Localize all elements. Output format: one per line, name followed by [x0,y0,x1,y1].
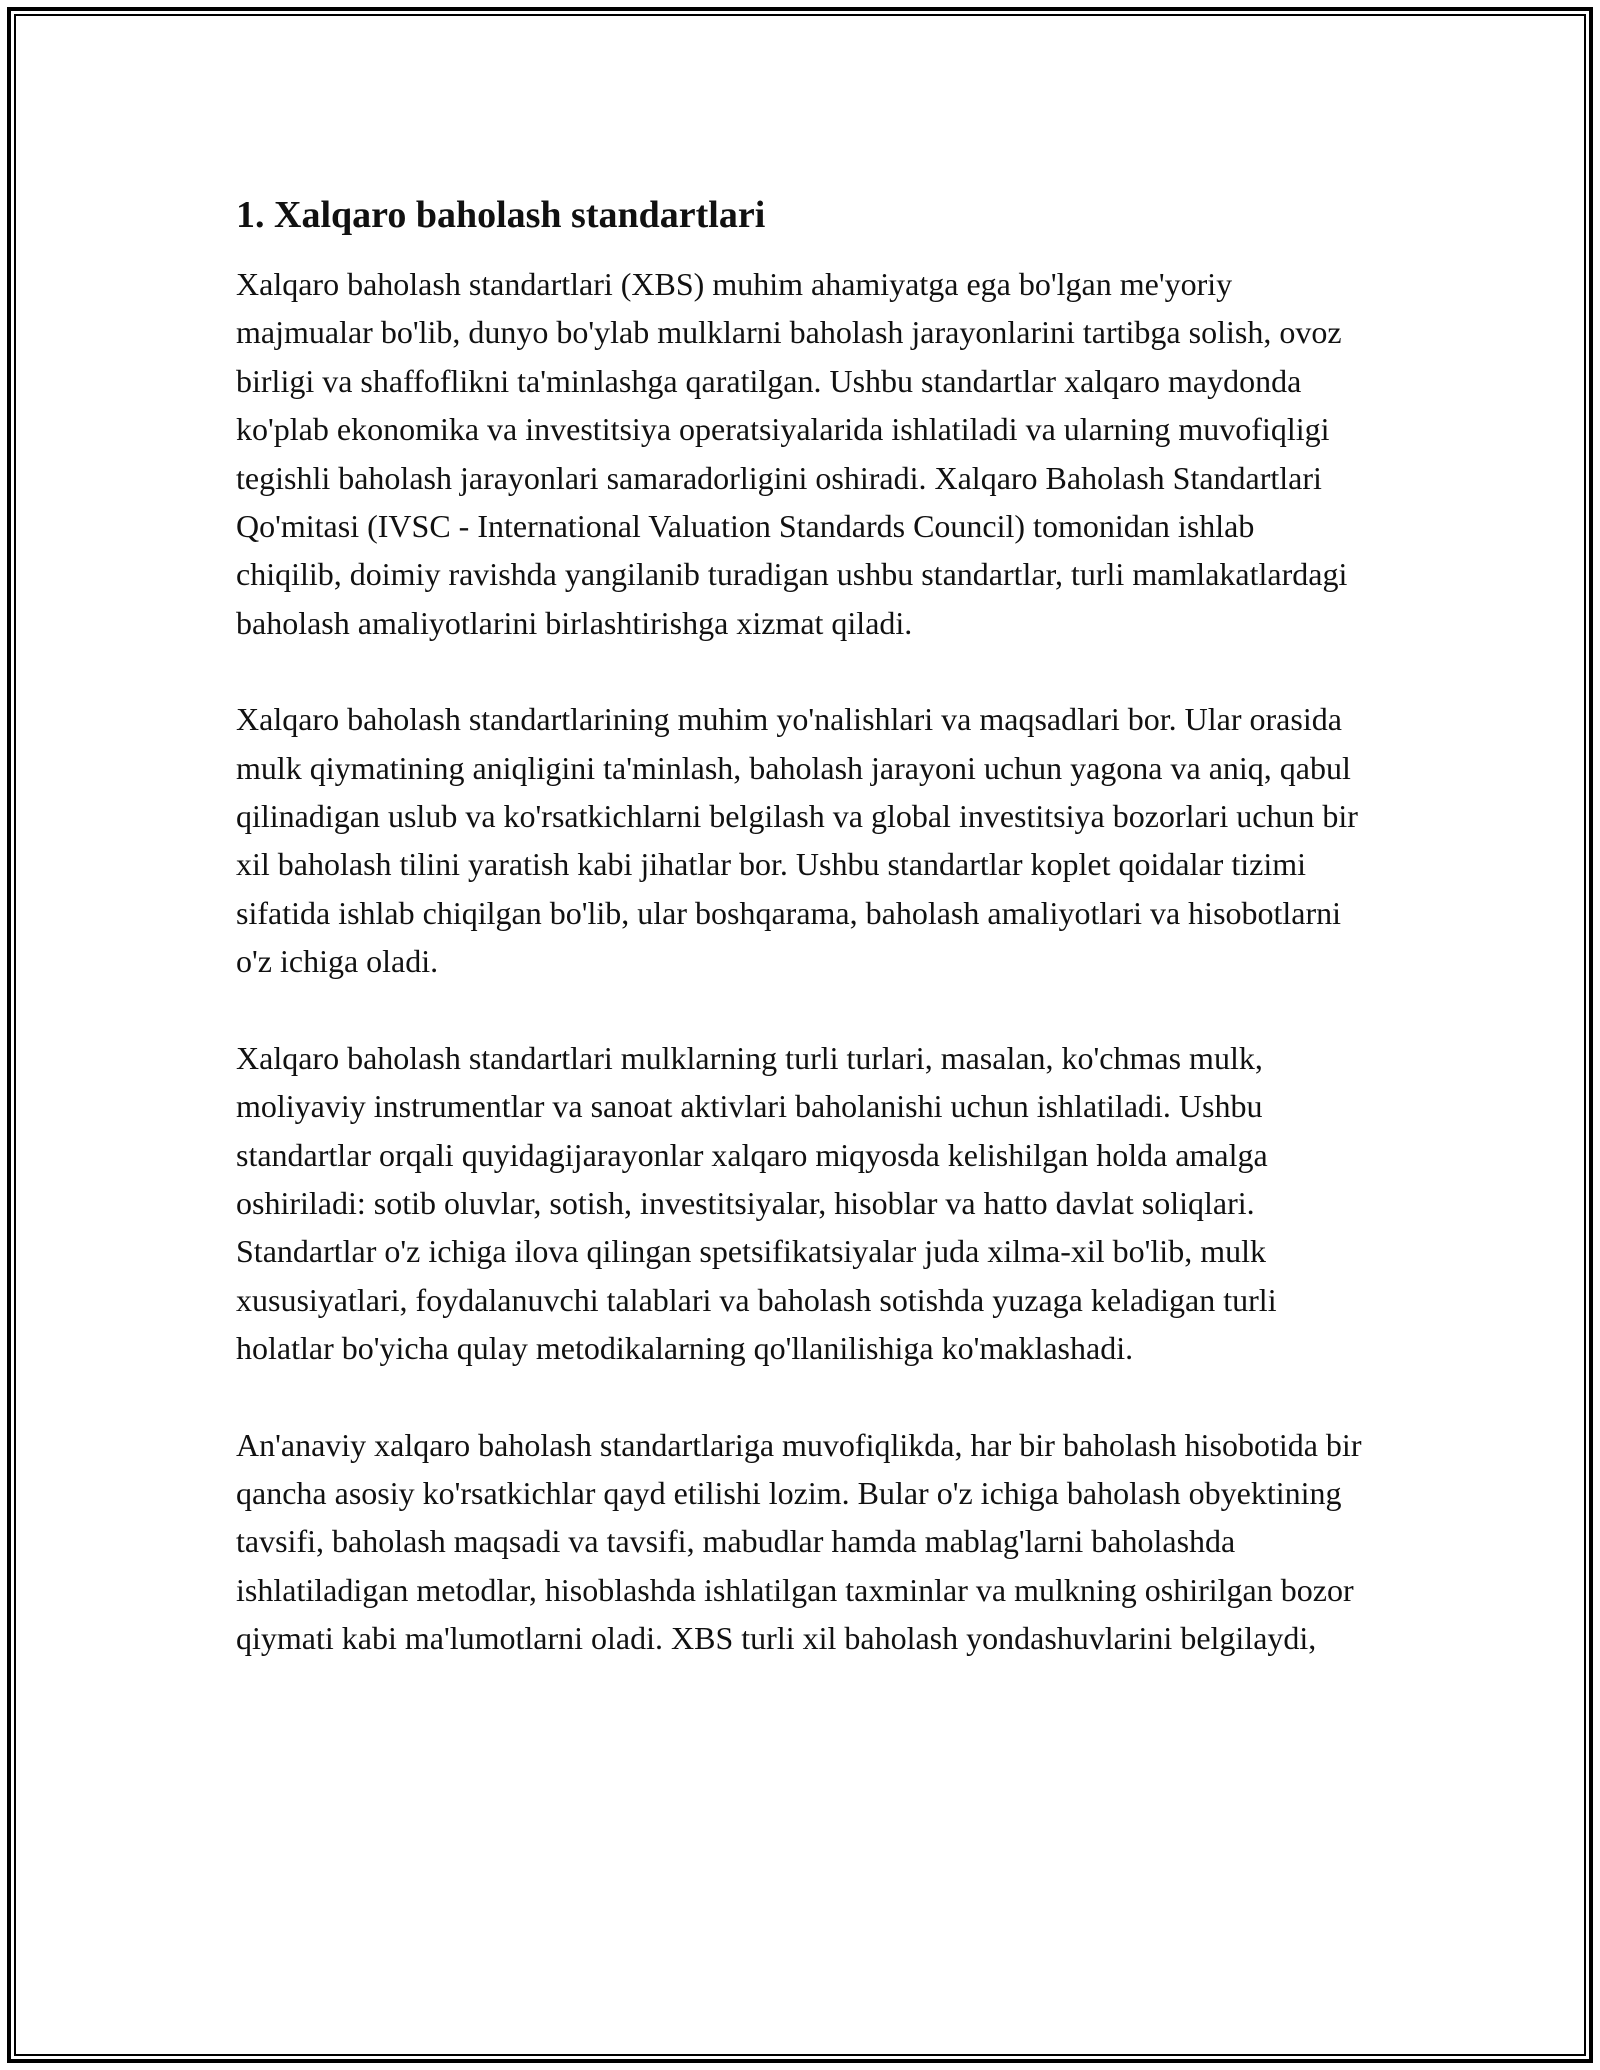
section-title: 1. Xalqaro baholash standartlari [236,194,766,236]
paragraph-4: An'anaviy xalqaro baholash standartlariga muvofiqlikda, har bir baholash hisobotida bir qancha asosiy ko'rsatkichlar qayd etilishi lozim. Bular o'z ichiga baholash obyektining tavsifi, baholash maqsadi va tavsifi, mabudlar hamda mablag'larni baholashda ishlatiladigan metodlar, hisoblashda ishlatilgan taxminlar va mulkning oshirilgan bozor qiymati kabi ma'lumotlarni oladi. XBS turli xil baholash yondashuvlarini belgilaydi, [236,1426,1362,1657]
paragraph-3: Xalqaro baholash standartlari mulklarning turli turlari, masalan, ko'chmas mulk, moliyaviy instrumentlar va sanoat aktivlari baholanishi uchun ishlatiladi. Ushbu standartlar orqali quyidagijarayonlar xalqaro miqyosda kelishilgan holda amalga oshiriladi: sotib oluvlar, sotish, investitsiyalar, hisoblar va hatto davlat soliqlari. Standartlar o'z ichiga ilova qilingan spetsifikatsiyalar juda xilma-xil bo'lib, mulk xususiyatlari, foydalanuvchi talablari va baholash sotishda yuzaga keladigan turli holatlar bo'yicha qulay metodikalarning qo'llanilishiga ko'maklashadi. [236,1039,1277,1367]
paragraph-1: Xalqaro baholash standartlari (XBS) muhim ahamiyatga ega bo'lgan me'yoriy majmualar bo'lib, dunyo bo'ylab mulklarni baholash jarayonlarini tartibga solish, ovoz birligi va shaffoflikni ta'minlashga qaratilgan. Ushbu standartlar xalqaro maydonda ko'plab ekonomika va investitsiya operatsiyalarida ishlatiladi va ularning muvofiqligi tegishli baholash jarayonlari samaradorligini oshiradi. Xalqaro Baholash Standartlari Qo'mitasi (IVSC - International Valuation Standards Council) tomonidan ishlab chiqilib, doimiy ravishda yangilanib turadigan ushbu standartlar, turli mamlakatlardagi baholash amaliyotlarini birlashtirishga xizmat qiladi. [236,266,1348,641]
document-body [236,188,1366,1711]
paragraph-2: Xalqaro baholash standartlarining muhim yo'nalishlari va maqsadlari bor. Ular orasida mulk qiymatining aniqligini ta'minlash, baholash jarayoni uchun yagona va aniq, qabul qilinadigan uslub va ko'rsatkichlarni belgilash va global investitsiya bozorlari uchun bir xil baholash tilini yaratish kabi jihatlar bor. Ushbu standartlar koplet qoidalar tizimi sifatida ishlab chiqilgan bo'lib, ular boshqarama, baholash amaliyotlari va hisobotlarni o'z ichiga oladi. [236,701,1358,980]
